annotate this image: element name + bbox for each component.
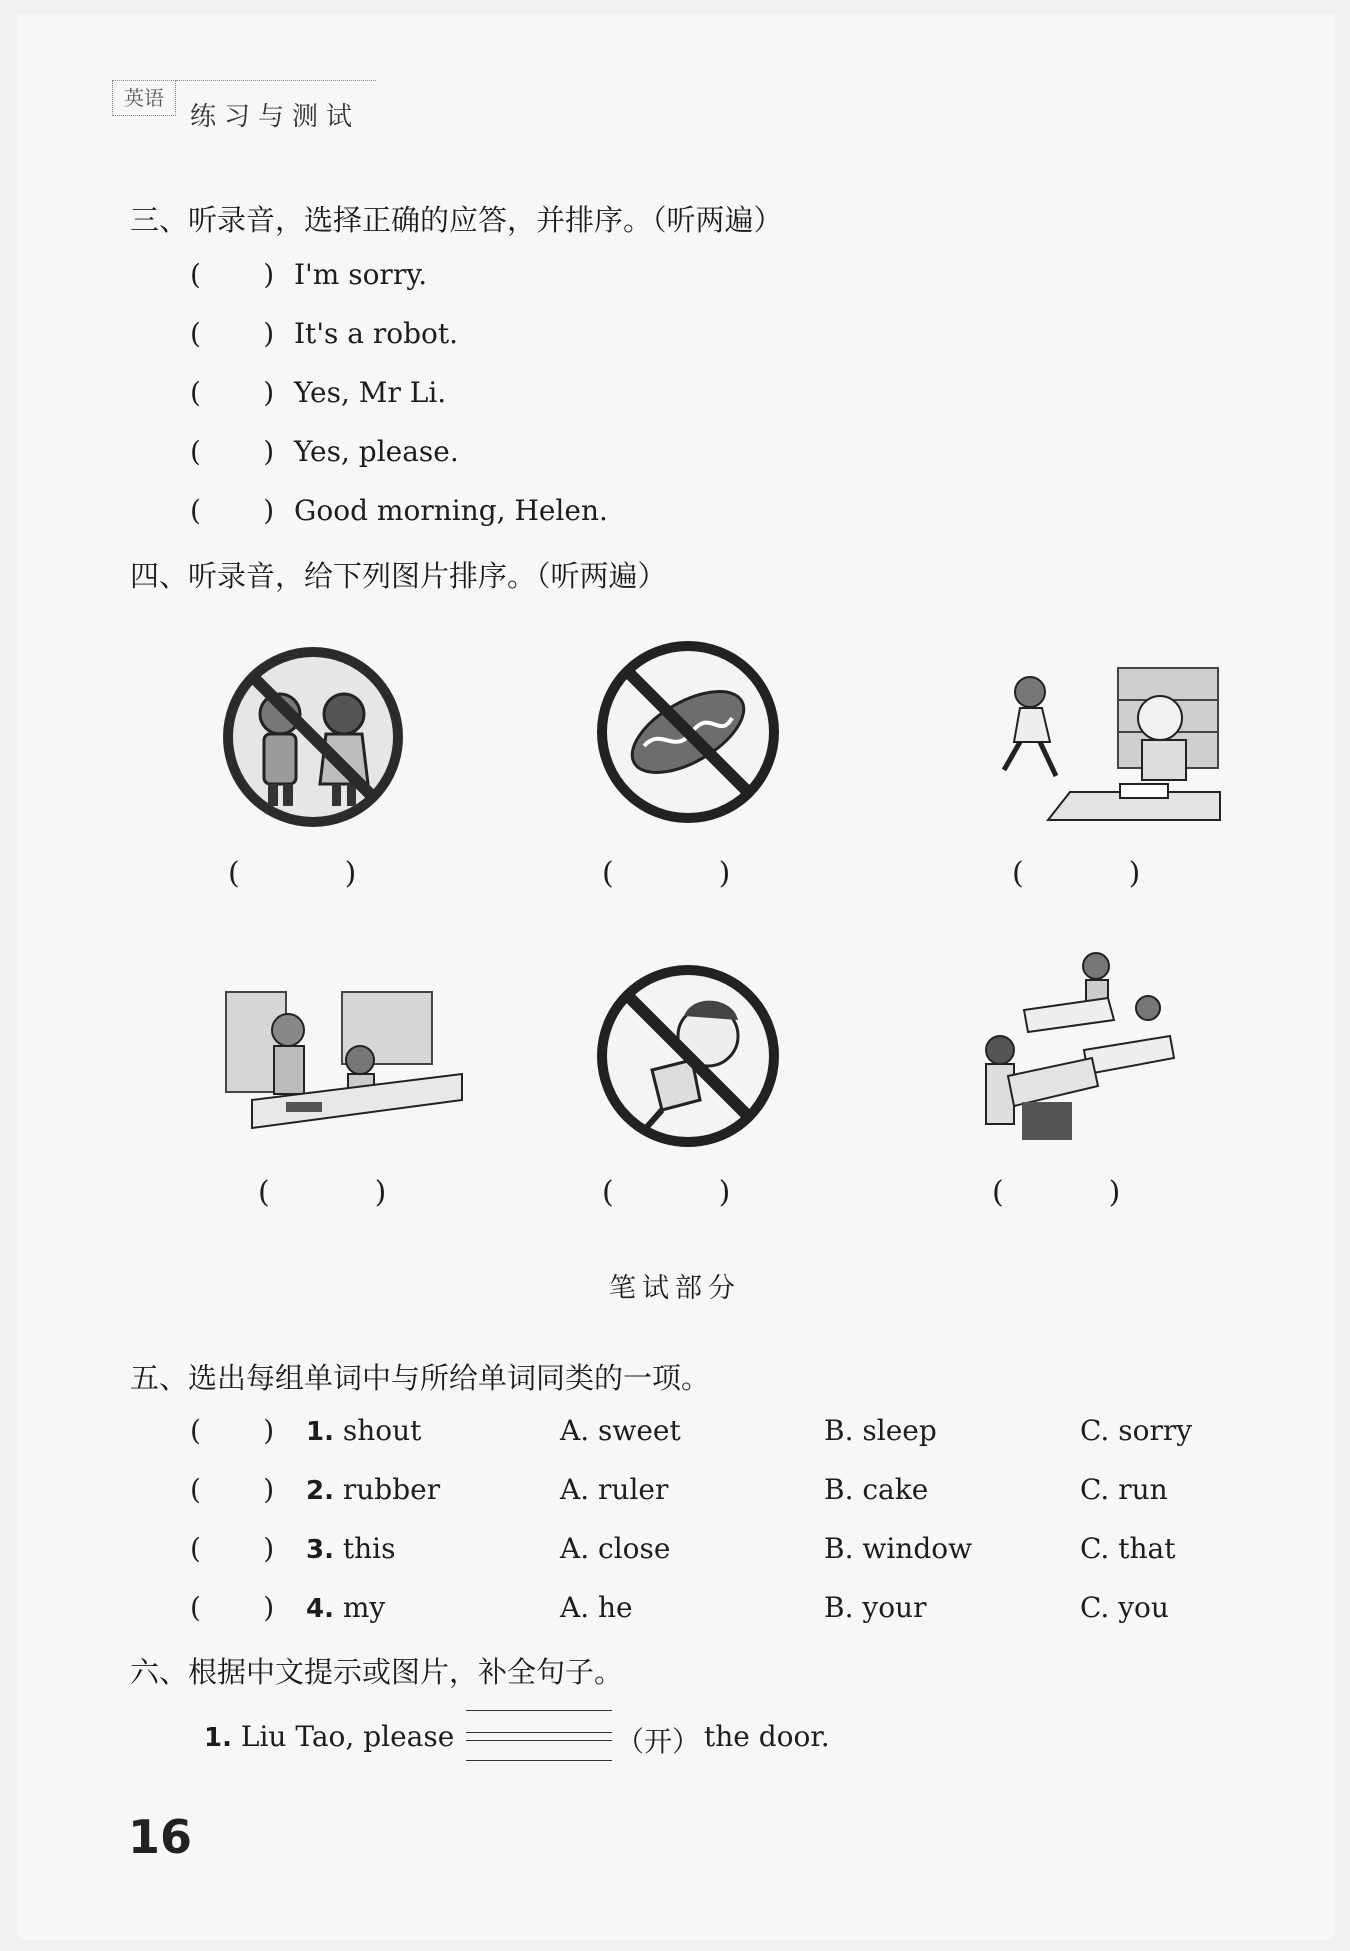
- question-number: 3.: [306, 1535, 334, 1565]
- answer-paren[interactable]: ( ): [190, 1473, 275, 1506]
- given-word: this: [342, 1532, 396, 1565]
- answer-paren[interactable]: ( ): [190, 376, 275, 409]
- given-word: rubber: [342, 1473, 441, 1506]
- option-a: A. he: [560, 1591, 633, 1624]
- question-word: [306, 1591, 385, 1624]
- given-word: shout: [342, 1414, 422, 1447]
- question-number: 4.: [306, 1594, 334, 1624]
- blank-line-bottom: [466, 1760, 612, 1761]
- answer-paren[interactable]: ( ): [992, 1175, 1121, 1210]
- option-b: B. sleep: [824, 1414, 937, 1447]
- answer-blank[interactable]: [466, 1740, 612, 1741]
- answer-paren[interactable]: ( ): [602, 1175, 731, 1210]
- no-candy-sign-image: [592, 636, 784, 828]
- question-word: [306, 1414, 421, 1447]
- option-b: B. cake: [824, 1473, 929, 1506]
- option-b: B. window: [824, 1532, 973, 1565]
- library-quiet-image: [222, 988, 466, 1148]
- question-number: 2.: [306, 1476, 334, 1506]
- list-item: It's a robot.: [294, 317, 459, 350]
- question-word: [306, 1473, 440, 1506]
- answer-paren[interactable]: ( ): [190, 494, 275, 527]
- section4-title: 四、听录音，给下列图片排序。（听两遍）: [130, 559, 667, 593]
- answer-paren[interactable]: ( ): [602, 856, 731, 891]
- section6-title: 六、根据中文提示或图片，补全句子。: [130, 1655, 624, 1689]
- answer-paren[interactable]: ( ): [1012, 856, 1141, 891]
- chinese-hint: （开）: [616, 1725, 701, 1758]
- no-sleeping-sign-image: [592, 960, 784, 1152]
- option-a: A. sweet: [560, 1414, 681, 1447]
- section3-title: 三、听录音，选择正确的应答，并排序。（听两遍）: [130, 203, 783, 237]
- option-a: A. ruler: [560, 1473, 669, 1506]
- sentence-q1: [204, 1720, 454, 1753]
- option-b: B. your: [824, 1591, 927, 1624]
- section5-title: 五、选出每组单词中与所给单词同类的一项。: [130, 1361, 711, 1395]
- list-item: I'm sorry.: [294, 258, 428, 291]
- option-c: C. run: [1080, 1473, 1168, 1506]
- subject-label: 英语: [112, 80, 176, 116]
- page-number: 16: [128, 1810, 193, 1864]
- answer-paren[interactable]: ( ): [228, 856, 357, 891]
- answer-blank[interactable]: [466, 1732, 612, 1733]
- option-a: A. close: [560, 1532, 671, 1565]
- list-item: Yes, Mr Li.: [294, 376, 447, 409]
- question-number: 1.: [204, 1723, 232, 1753]
- answer-paren[interactable]: ( ): [190, 258, 275, 291]
- list-item: Yes, please.: [294, 435, 459, 468]
- blank-line-top: [466, 1710, 612, 1711]
- given-word: my: [342, 1591, 386, 1624]
- book-title: 练习与测试: [190, 102, 361, 132]
- option-c: C. sorry: [1080, 1414, 1193, 1447]
- classroom-image: [974, 946, 1180, 1146]
- answer-paren[interactable]: ( ): [258, 1175, 387, 1210]
- list-item: Good morning, Helen.: [294, 494, 608, 527]
- header-divider: [176, 80, 376, 81]
- question-word: [306, 1532, 395, 1565]
- option-c: C. you: [1080, 1591, 1169, 1624]
- sentence-end: the door.: [704, 1720, 830, 1753]
- answer-paren[interactable]: ( ): [190, 1414, 275, 1447]
- answer-paren[interactable]: ( ): [190, 317, 275, 350]
- answer-paren[interactable]: ( ): [190, 1532, 275, 1565]
- sentence-start: Liu Tao, please: [240, 1720, 455, 1753]
- running-in-library-image: [970, 660, 1222, 826]
- question-number: 1.: [306, 1417, 334, 1447]
- option-c: C. that: [1080, 1532, 1176, 1565]
- answer-paren[interactable]: ( ): [190, 1591, 275, 1624]
- written-part-title: 笔试部分: [609, 1273, 741, 1304]
- no-talking-sign-image: [218, 642, 408, 832]
- answer-paren[interactable]: ( ): [190, 435, 275, 468]
